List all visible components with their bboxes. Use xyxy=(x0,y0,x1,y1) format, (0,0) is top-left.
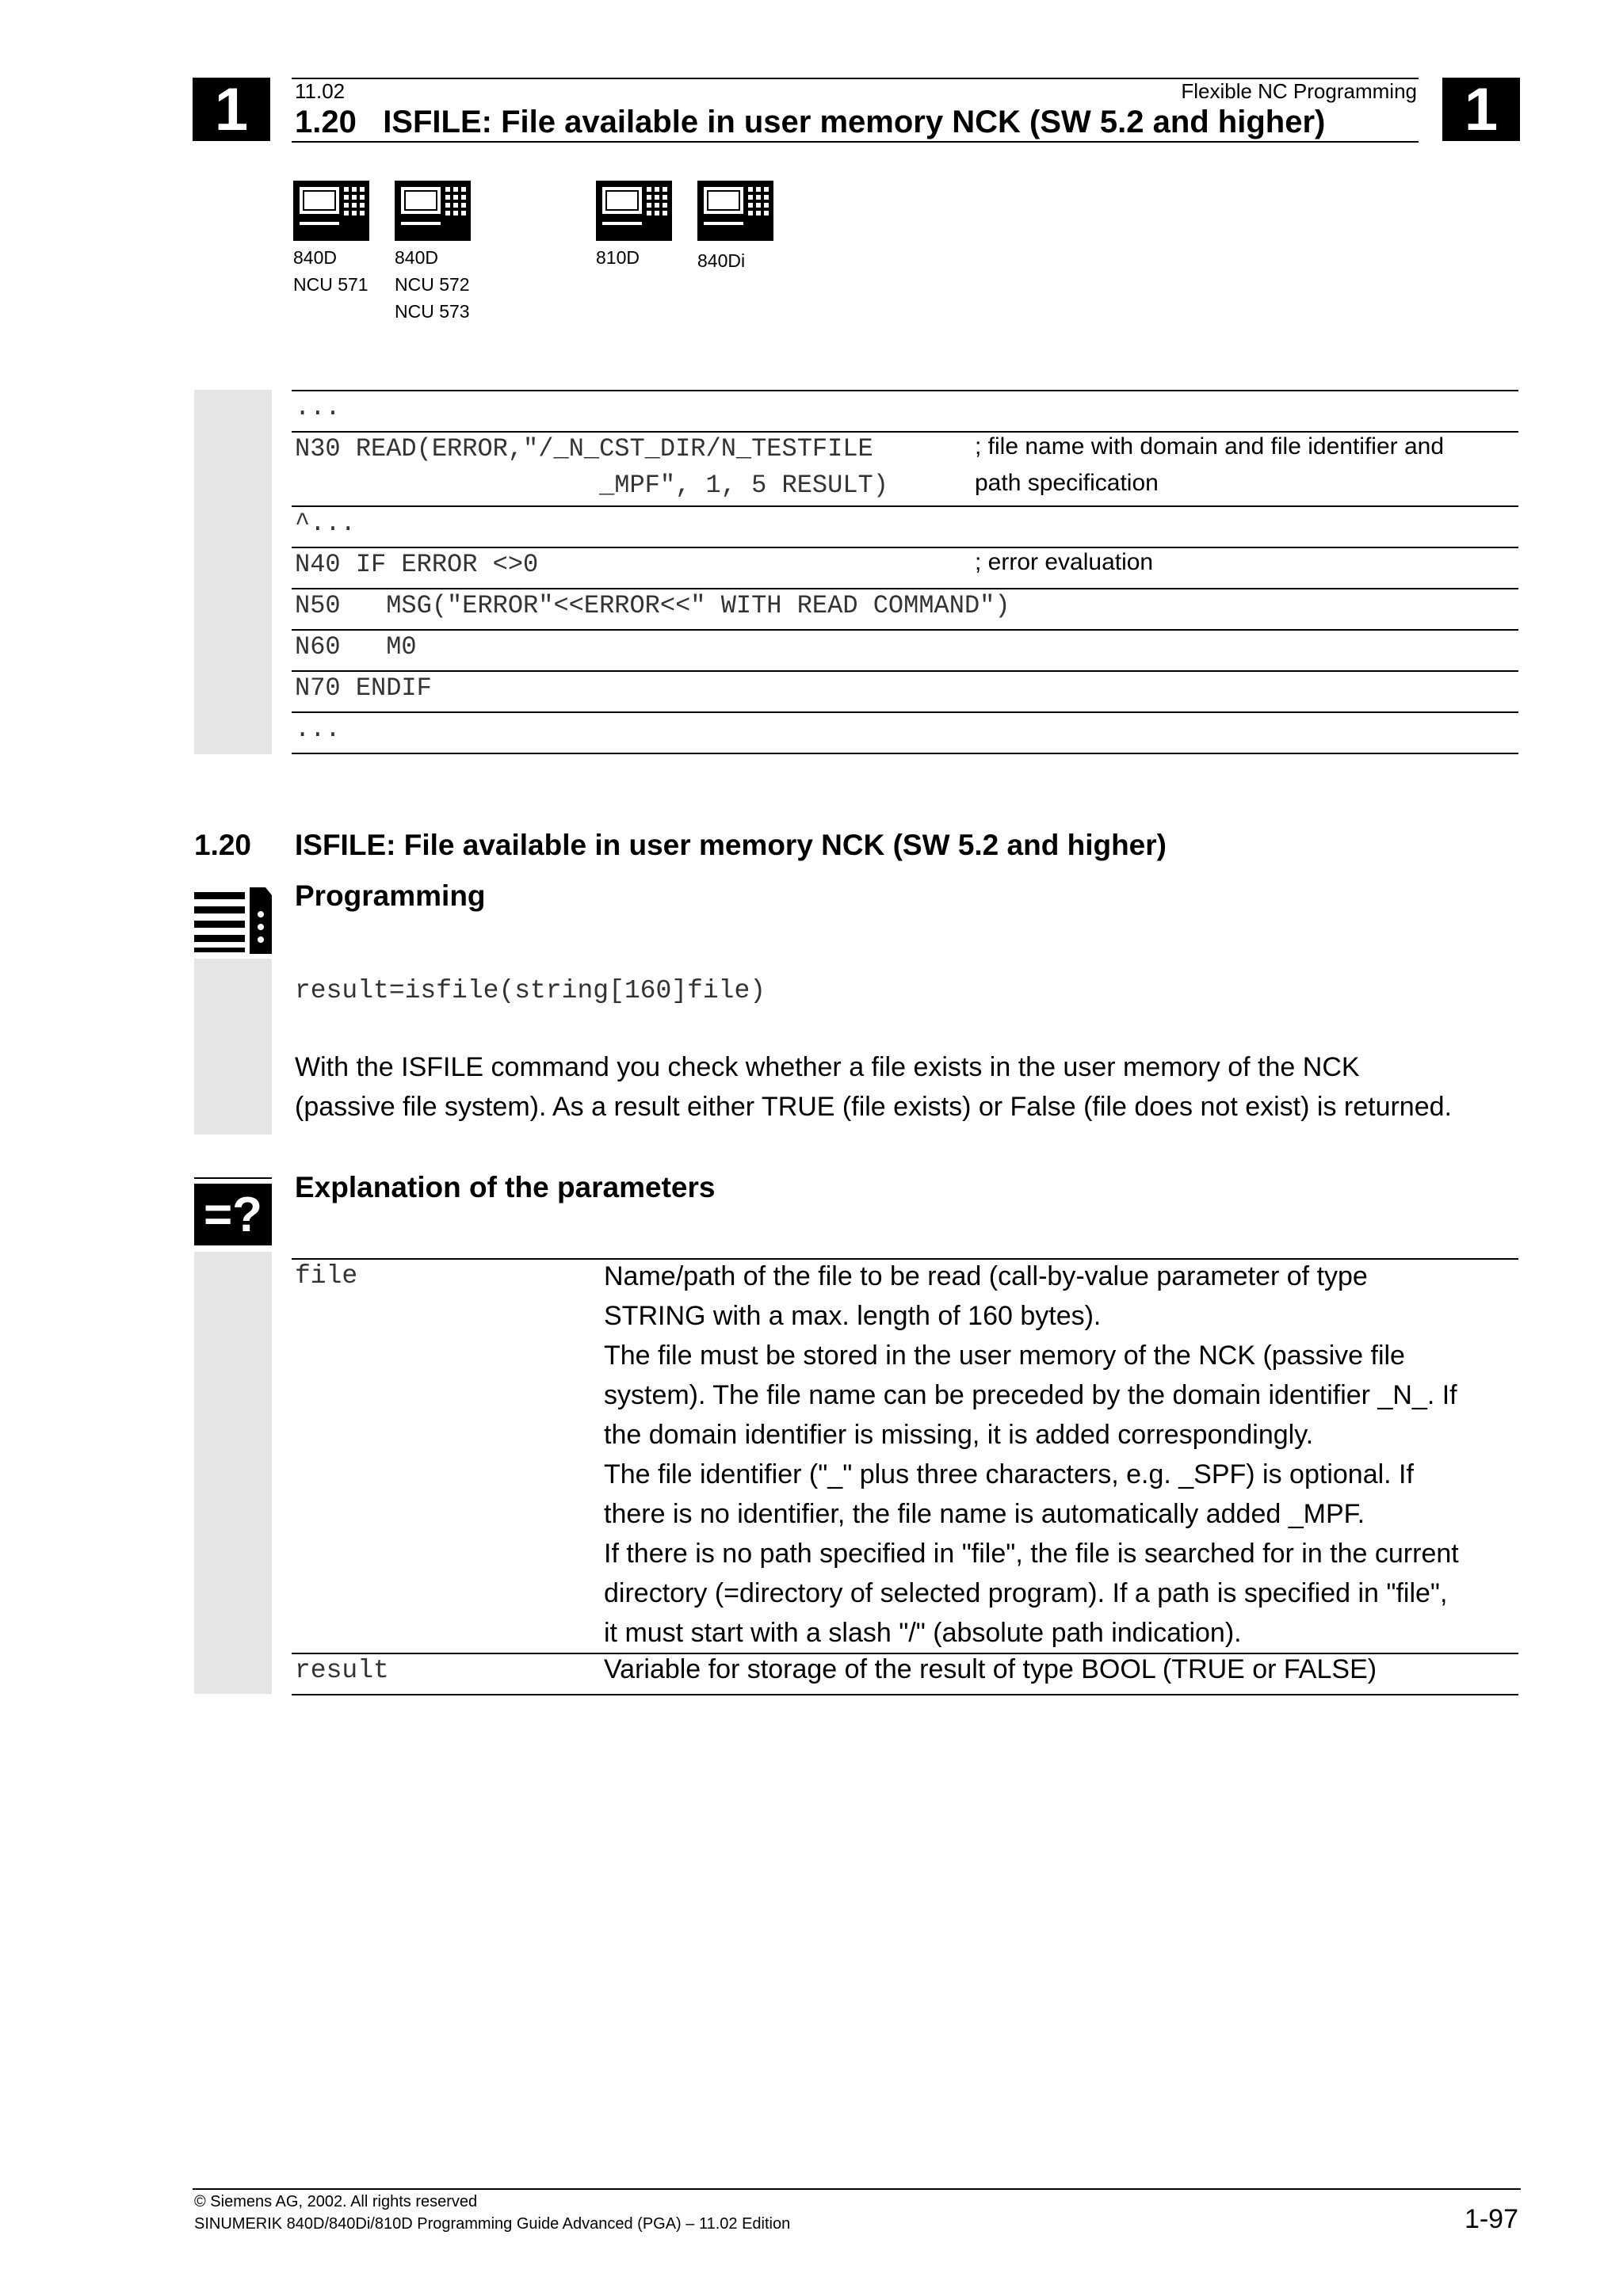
programming-description: With the ISFILE command you check whether a file exists in the user memory of the NCK (passive file system). As a result either TRUE (file exists) or False (file does not exist) is returned. xyxy=(295,1052,1452,1122)
footer-copyright: © Siemens AG, 2002. All rights reserved xyxy=(194,2193,478,2210)
code-rule xyxy=(292,711,1518,713)
code-line: ^... xyxy=(295,509,356,538)
code-line: ... xyxy=(295,715,341,744)
section-title: ISFILE: File available in user memory NCK (SW 5.2 and higher) xyxy=(295,829,1167,861)
param-description: Variable for storage of the result of type BOOL (TRUE or FALSE) xyxy=(604,1654,1377,1684)
code-rule xyxy=(292,629,1518,631)
code-comment: path specification xyxy=(975,470,1159,496)
param-name: result xyxy=(295,1656,389,1685)
code-comment: ; error evaluation xyxy=(975,549,1154,575)
code-rule xyxy=(292,588,1518,589)
header-bottom-rule xyxy=(292,141,1419,143)
programming-margin-bar xyxy=(194,959,272,1135)
chapter-number-right: 1 xyxy=(1442,78,1520,141)
control-unit-icon xyxy=(697,181,773,241)
control-unit-icon xyxy=(395,181,471,241)
header-chapter-title: Flexible NC Programming xyxy=(1181,79,1417,103)
footer-rule xyxy=(193,2188,1521,2190)
param-name: file xyxy=(295,1261,358,1291)
code-line: ... xyxy=(295,393,341,422)
header-section-title: 1.20 ISFILE: File available in user memory NCK (SW 5.2 and higher) xyxy=(295,105,1326,139)
programming-heading: Programming xyxy=(295,879,486,912)
code-rule xyxy=(292,390,1518,391)
control-label: 840D NCU 571 xyxy=(293,247,369,295)
code-line: N30 READ(ERROR,"/_N_CST_DIR/N_TESTFILE xyxy=(295,434,873,463)
code-rule xyxy=(292,547,1518,548)
code-line: N60 M0 xyxy=(295,632,417,662)
control-label: 840Di xyxy=(697,250,746,271)
param-rule xyxy=(292,1694,1518,1695)
code-comment: ; file name with domain and file identifier and xyxy=(975,433,1445,460)
chapter-number-left: 1 xyxy=(193,78,270,141)
parameters-margin-bar xyxy=(194,1252,272,1694)
header-edition: 11.02 xyxy=(295,79,346,103)
code-line: N70 ENDIF xyxy=(295,673,432,703)
explanation-icon-label: =? xyxy=(203,1188,263,1242)
control-label: 810D xyxy=(596,247,640,268)
explanation-icon xyxy=(194,1177,272,1249)
control-label: 840D NCU 572 NCU 573 xyxy=(395,247,470,322)
code-rule xyxy=(292,753,1518,754)
parameters-heading: Explanation of the parameters xyxy=(295,1171,716,1203)
code-line: _MPF", 1, 5 RESULT) xyxy=(295,471,888,500)
control-unit-icon xyxy=(293,181,369,241)
section-number: 1.20 xyxy=(194,829,252,861)
control-unit-icon xyxy=(596,181,672,241)
code-rule xyxy=(292,670,1518,672)
code-rule xyxy=(292,505,1518,507)
code-line: N50 MSG("ERROR"<<ERROR<<" WITH READ COMMAND") xyxy=(295,591,1010,620)
programming-icon xyxy=(194,886,272,958)
param-description: Name/path of the file to be read (call-by-value parameter of type STRING with a max. length of 160 bytes). The file must be stored in the user memory of the NCK (passive file system). The file name can be preceded by the domain identifier _N_. If the domain identifier is missing, it is added correspondingly. The file identifier ("_" plus three characters, e.g. _SPF) is optional. If there is no identifier, the file name is automatically added _MPF. If there is no path specified in "file", the file is searched for in the current directory (=directory of selected program). If a path is specified in "file", it must start with a slash "/" (absolute path indication). xyxy=(604,1261,1459,1648)
code-line: N40 IF ERROR <>0 xyxy=(295,550,539,579)
syntax-line: result=isfile(string[160]file) xyxy=(295,976,766,1005)
page-number: 1-97 xyxy=(1464,2204,1518,2234)
footer-doc-title: SINUMERIK 840D/840Di/810D Programming Guide Advanced (PGA) – 11.02 Edition xyxy=(194,2215,791,2233)
code-margin-bar xyxy=(194,390,272,754)
